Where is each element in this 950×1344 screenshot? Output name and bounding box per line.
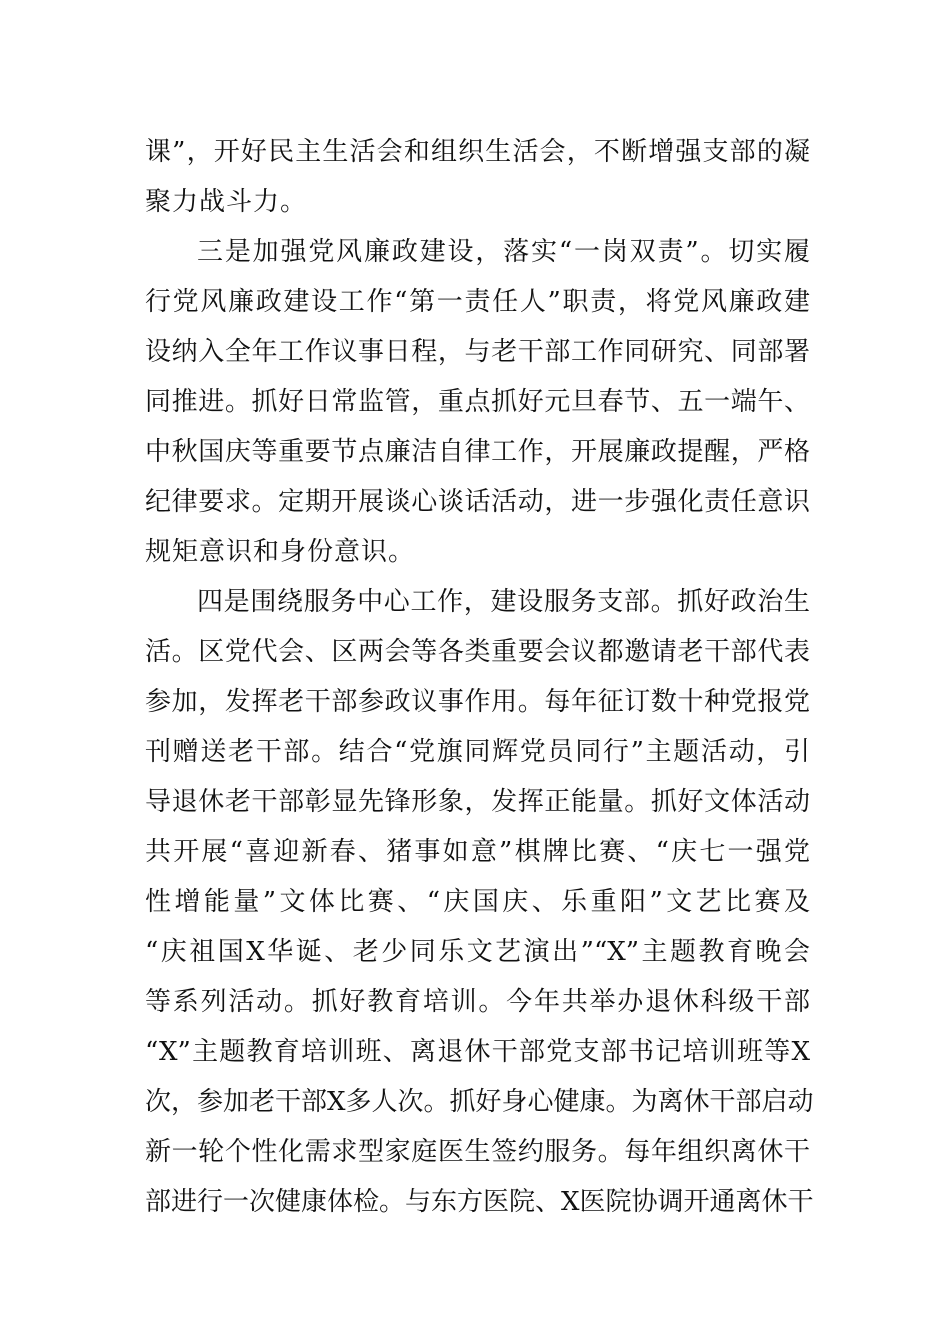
text-line: 次，参加老干部X多人次。抓好身心健康。为离休干部启动: [145, 1087, 814, 1117]
text-line: 导退休老干部彰显先锋形象，发挥正能量。抓好文体活动: [145, 787, 810, 817]
paragraph-start-line: 三是加强党风廉政建设，落实“一岗双责”。切实履: [197, 237, 810, 267]
text-line: 性增能量”文体比赛、“庆国庆、乐重阳”文艺比赛及: [145, 887, 810, 917]
text-line: 课”，开好民主生活会和组织生活会，不断增强支部的凝: [145, 137, 810, 167]
text-line: “庆祖国X华诞、老少同乐文艺演出”“X”主题教育晚会: [145, 937, 810, 967]
text-line: 部进行一次健康体检。与东方医院、X医院协调开通离休干: [145, 1187, 814, 1217]
text-line: 规矩意识和身份意识。: [145, 537, 416, 567]
text-line: 等系列活动。抓好教育培训。今年共举办退休科级干部: [145, 987, 810, 1017]
text-line: “X”主题教育培训班、离退休干部党支部书记培训班等X: [145, 1037, 810, 1067]
paragraph-start-line: 四是围绕服务中心工作，建设服务支部。抓好政治生: [197, 587, 810, 617]
text-line: 中秋国庆等重要节点廉洁自律工作，开展廉政提醒，严格: [145, 437, 810, 467]
text-line: 新一轮个性化需求型家庭医生签约服务。每年组织离休干: [145, 1137, 810, 1167]
text-line: 行党风廉政建设工作“第一责任人”职责，将党风廉政建: [145, 287, 810, 317]
text-line: 聚力战斗力。: [145, 187, 308, 217]
text-line: 参加，发挥老干部参政议事作用。每年征订数十种党报党: [145, 687, 810, 717]
text-line: 刊赠送老干部。结合“党旗同辉党员同行”主题活动，引: [145, 737, 810, 767]
text-line: 纪律要求。定期开展谈心谈话活动，进一步强化责任意识: [145, 487, 810, 517]
text-line: 共开展“喜迎新春、猪事如意”棋牌比赛、“庆七一强党: [145, 837, 810, 867]
text-line: 设纳入全年工作议事日程，与老干部工作同研究、同部署: [145, 337, 810, 367]
text-line: 活。区党代会、区两会等各类重要会议都邀请老干部代表: [145, 637, 810, 667]
text-line: 同推进。抓好日常监管，重点抓好元旦春节、五一端午、: [145, 387, 810, 417]
